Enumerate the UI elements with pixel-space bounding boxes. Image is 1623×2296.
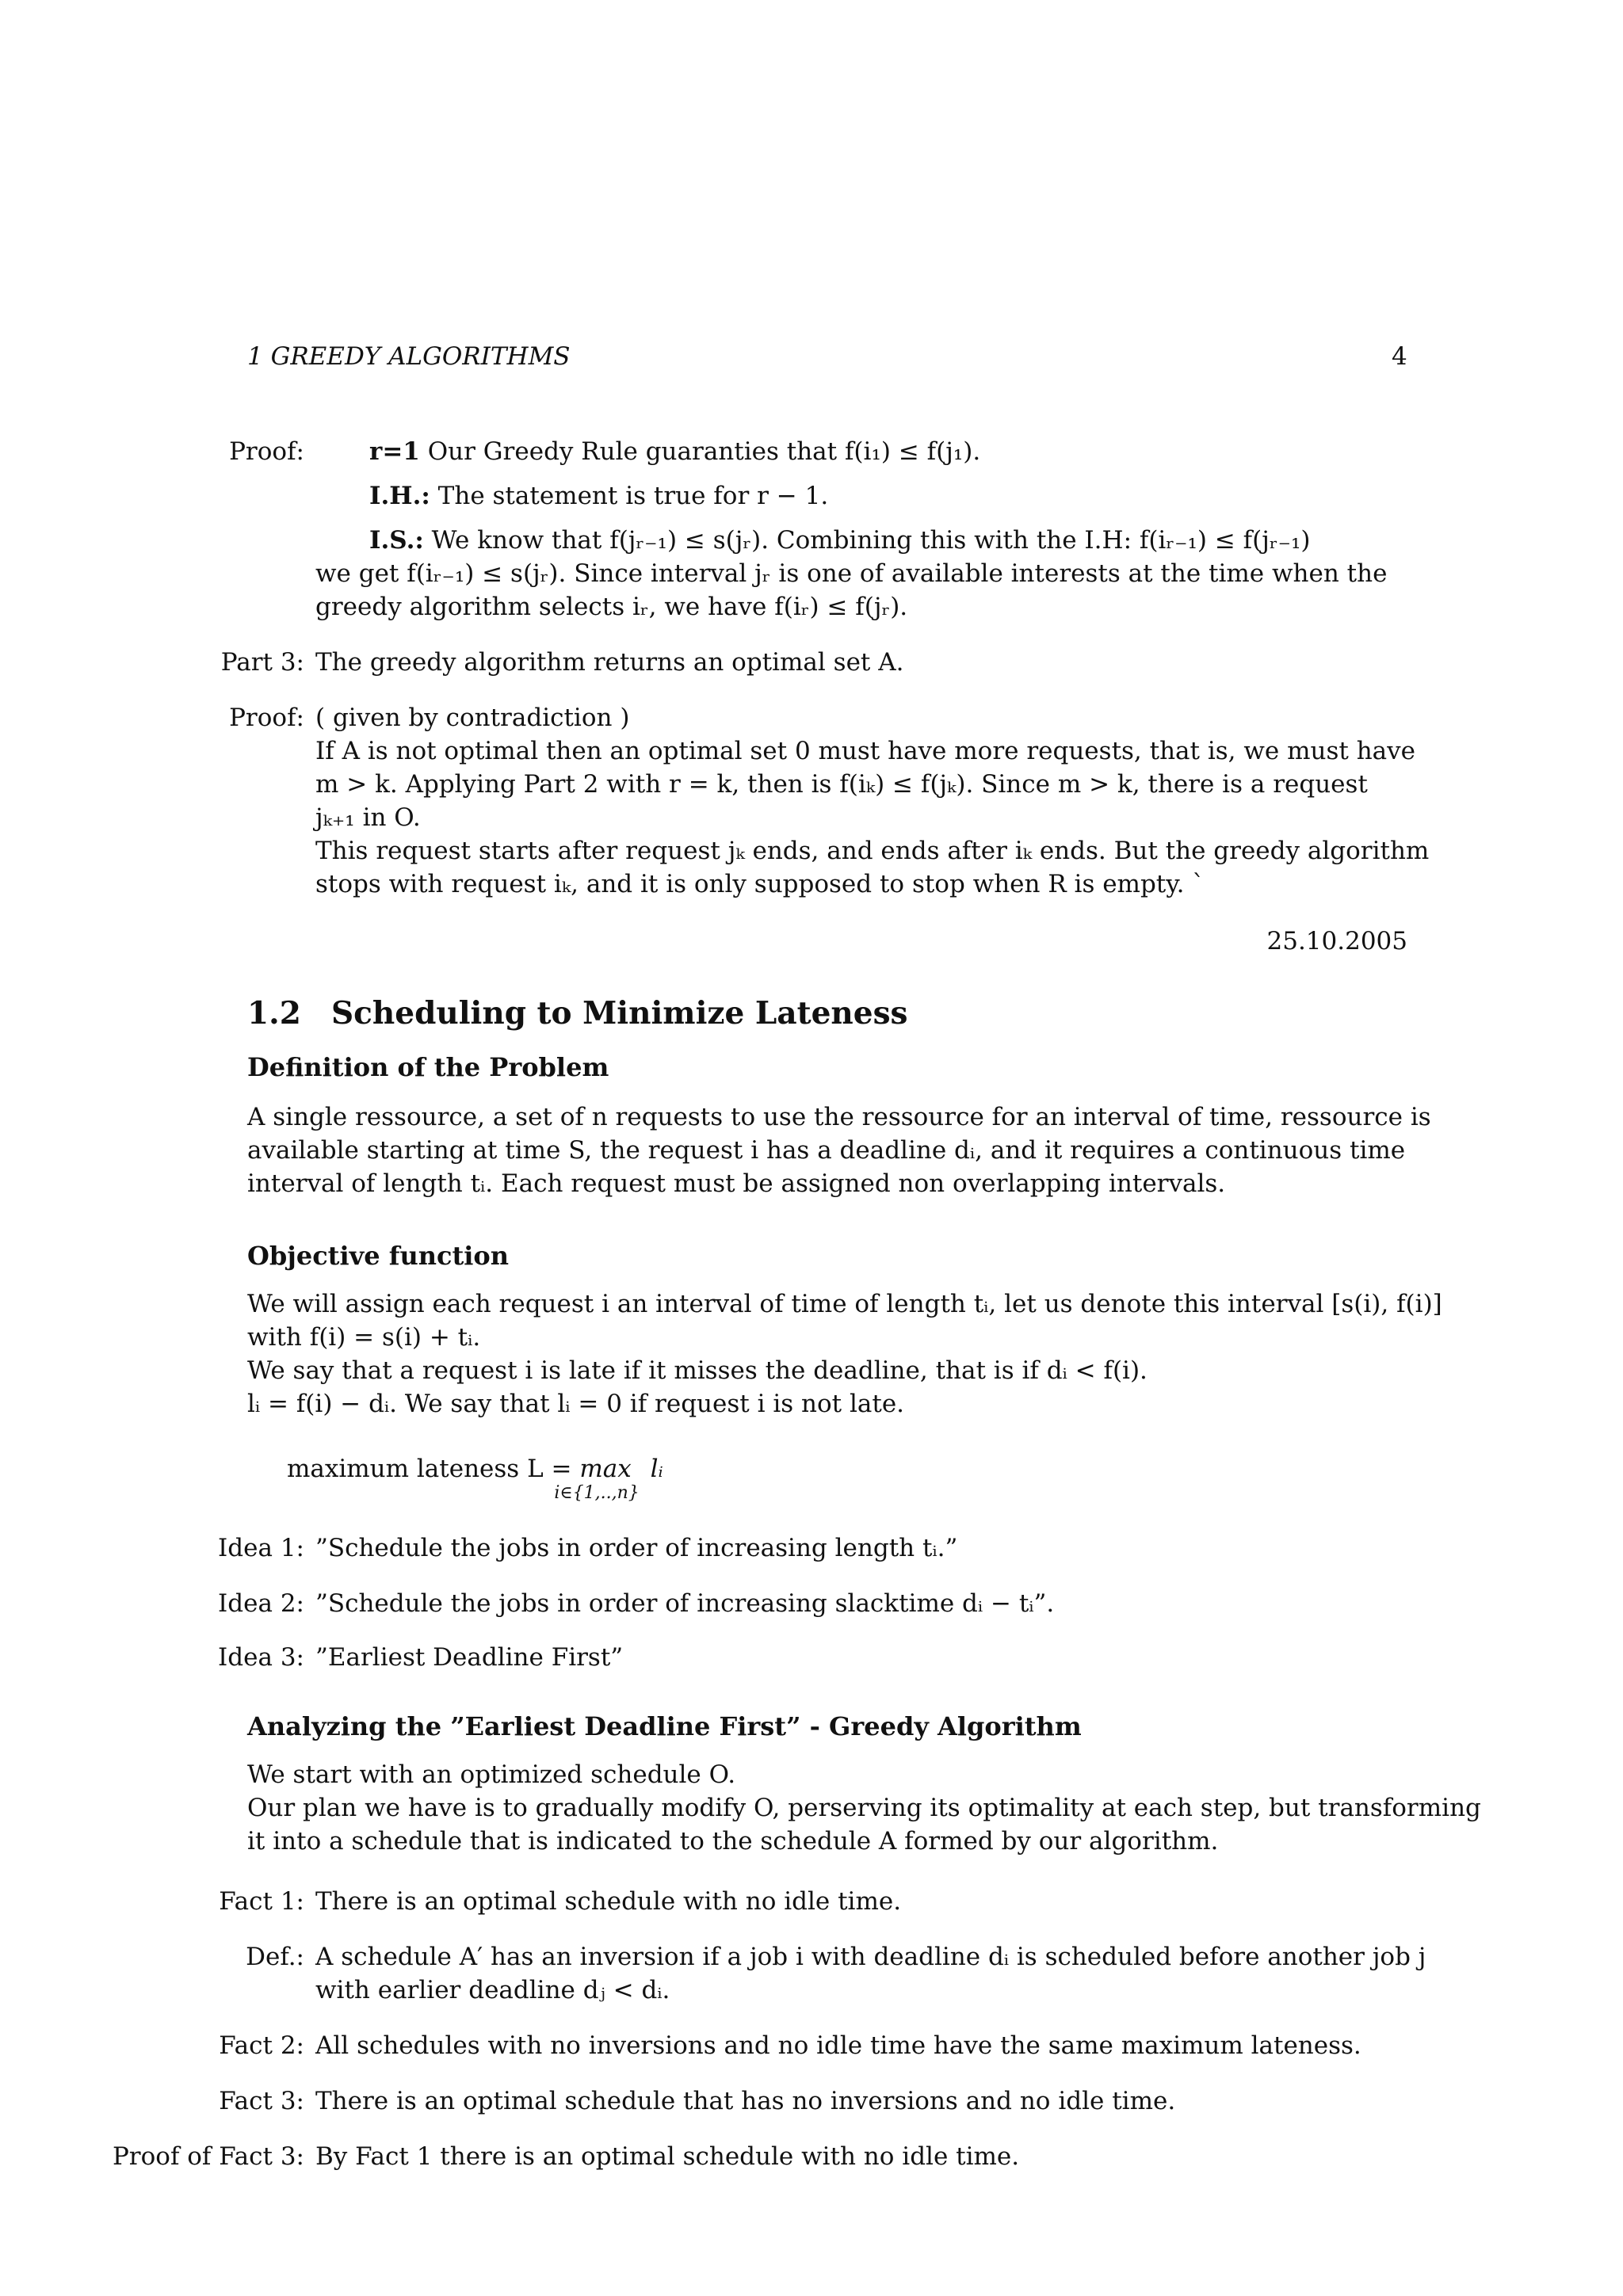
idea3-text: ”Earliest Deadline First” bbox=[315, 1643, 624, 1672]
part3-label: Part 3: bbox=[220, 648, 304, 677]
induction-step-line2: we get f(iᵣ₋₁) ≤ s(jᵣ). Since interval jᵣ is one of available interests at the time when the bbox=[315, 559, 1388, 588]
def-line2: with earlier deadline dⱼ < dᵢ. bbox=[315, 1976, 670, 2004]
objective-line1: We will assign each request i an interval of time of length tᵢ, let us denote this interval [s(i), f(i)] bbox=[247, 1290, 1442, 1318]
fact1-text: There is an optimal schedule with no idle time. bbox=[315, 1887, 902, 1916]
definition-heading: Definition of the Problem bbox=[247, 1052, 609, 1082]
def-label: Def.: bbox=[246, 1943, 304, 1971]
idea1-label: Idea 1: bbox=[218, 1534, 304, 1562]
induction-step-line1 bbox=[369, 526, 1311, 555]
formula-prefix: maximum lateness L = bbox=[287, 1455, 580, 1483]
analyzing-line3: it into a schedule that is indicated to the schedule A formed by our algorithm. bbox=[247, 1827, 1219, 1855]
base-case bbox=[369, 437, 980, 466]
proof2-line5: This request starts after request jₖ ends, and ends after iₖ ends. But the greedy algorithm bbox=[315, 837, 1430, 865]
idea1-text: ”Schedule the jobs in order of increasing length tᵢ.” bbox=[315, 1534, 958, 1562]
date-stamp: 25.10.2005 bbox=[1266, 927, 1407, 955]
induction-hypothesis bbox=[369, 482, 828, 510]
def-line1: A schedule A′ has an inversion if a job i with deadline dᵢ is scheduled before another job j bbox=[315, 1943, 1426, 1971]
base-case-label: r=1 bbox=[369, 437, 420, 466]
idea2-label: Idea 2: bbox=[218, 1589, 304, 1618]
objective-line2: with f(i) = s(i) + tᵢ. bbox=[247, 1323, 481, 1352]
definition-line2: available starting at time S, the request i has a deadline dᵢ, and it requires a continuous time bbox=[247, 1136, 1406, 1165]
proof2-line3: m > k. Applying Part 2 with r = k, then is f(iₖ) ≤ f(jₖ). Since m > k, there is a request bbox=[315, 770, 1368, 799]
formula-max: max bbox=[579, 1455, 632, 1483]
objective-line4: lᵢ = f(i) − dᵢ. We say that lᵢ = 0 if request i is not late. bbox=[247, 1390, 905, 1418]
proof2-line4: jₖ₊₁ in O. bbox=[315, 803, 421, 832]
proof2-line1: ( given by contradiction ) bbox=[315, 704, 630, 732]
formula-max-operator bbox=[554, 1455, 640, 1503]
induction-step-line3: greedy algorithm selects iᵣ, we have f(iᵣ) ≤ f(jᵣ). bbox=[315, 593, 908, 621]
fact2-label: Fact 2: bbox=[219, 2031, 304, 2060]
proof-fact3-label: Proof of Fact 3: bbox=[112, 2142, 304, 2171]
objective-line3: We say that a request i is late if it misses the deadline, that is if dᵢ < f(i). bbox=[247, 1356, 1148, 1385]
running-header-chapter: 1 GREEDY ALGORITHMS bbox=[247, 342, 571, 371]
fact2-text: All schedules with no inversions and no idle time have the same maximum lateness. bbox=[315, 2031, 1361, 2060]
proof2-line2: If A is not optimal then an optimal set 0 must have more requests, that is, we must have bbox=[315, 737, 1416, 765]
idea2-text: ”Schedule the jobs in order of increasing slacktime dᵢ − tᵢ”. bbox=[315, 1589, 1055, 1618]
definition-line3: interval of length tᵢ. Each request must be assigned non overlapping intervals. bbox=[247, 1169, 1226, 1198]
is-text-1: We know that f(jᵣ₋₁) ≤ s(jᵣ). Combining this with the I.H: f(iᵣ₋₁) ≤ f(jᵣ₋₁) bbox=[423, 526, 1311, 555]
fact3-text: There is an optimal schedule that has no inversions and no idle time. bbox=[315, 2087, 1176, 2115]
definition-line1: A single ressource, a set of n requests to use the ressource for an interval of time, ressource is bbox=[247, 1103, 1431, 1131]
analyzing-line2: Our plan we have is to gradually modify O, perserving its optimality at each step, but transforming bbox=[247, 1794, 1481, 1822]
proof2-line6: stops with request iₖ, and it is only supposed to stop when R is empty. ` bbox=[315, 870, 1205, 898]
formula-var: lᵢ bbox=[650, 1455, 663, 1483]
base-case-text: Our Greedy Rule guaranties that f(i₁) ≤ f(j₁). bbox=[419, 437, 981, 466]
analyzing-heading: Analyzing the ”Earliest Deadline First” - Greedy Algorithm bbox=[247, 1711, 1082, 1741]
fact1-label: Fact 1: bbox=[219, 1887, 304, 1916]
page-number: 4 bbox=[1392, 342, 1407, 371]
proof2-label: Proof: bbox=[229, 704, 304, 732]
idea3-label: Idea 3: bbox=[218, 1643, 304, 1672]
objective-heading: Objective function bbox=[247, 1241, 510, 1271]
section-title: Scheduling to Minimize Lateness bbox=[331, 995, 908, 1032]
part3-text: The greedy algorithm returns an optimal set A. bbox=[315, 648, 904, 677]
ih-label: I.H.: bbox=[369, 482, 430, 510]
fact3-label: Fact 3: bbox=[219, 2087, 304, 2115]
ih-text: The statement is true for r − 1. bbox=[430, 482, 829, 510]
proof-label: Proof: bbox=[229, 437, 304, 466]
max-lateness-formula bbox=[287, 1455, 663, 1503]
is-label: I.S.: bbox=[369, 526, 424, 555]
formula-subscript: i∈{1,..,n} bbox=[554, 1483, 640, 1503]
proof-fact3-text: By Fact 1 there is an optimal schedule with no idle time. bbox=[315, 2142, 1020, 2171]
section-number: 1.2 bbox=[247, 995, 301, 1032]
analyzing-line1: We start with an optimized schedule O. bbox=[247, 1760, 736, 1789]
